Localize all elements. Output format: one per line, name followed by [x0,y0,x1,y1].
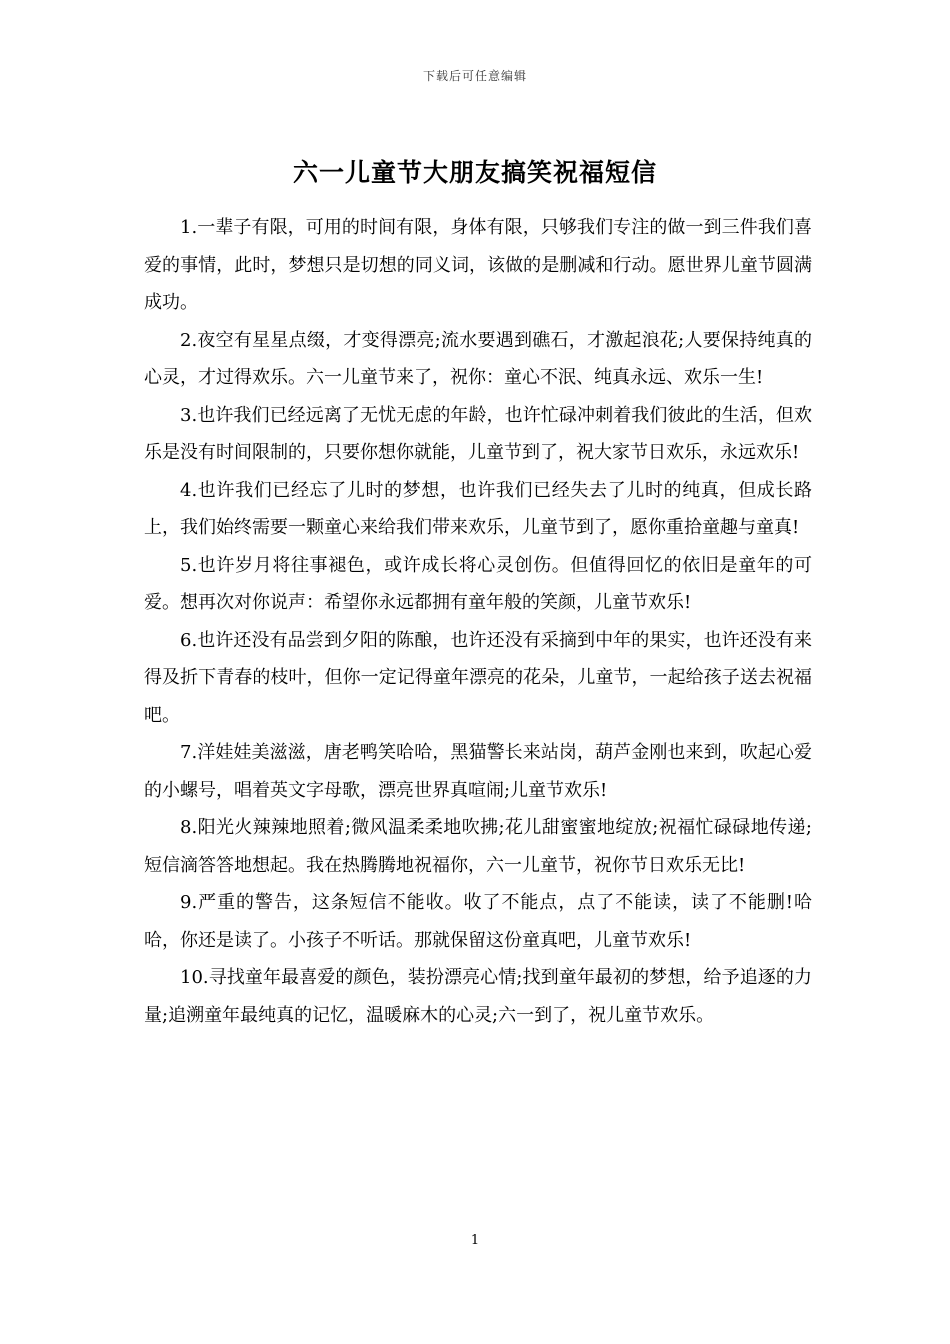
paragraph-2: 2.夜空有星星点缀，才变得漂亮;流水要遇到礁石，才激起浪花;人要保持纯真的心灵，才过得欢乐。六一儿童节来了，祝你：童心不泯、纯真永远、欢乐一生! [144,329,812,388]
paragraph-6: 6.也许还没有品尝到夕阳的陈酿，也许还没有采摘到中年的果实，也许还没有来得及折下青春的枝叶，但你一定记得童年漂亮的花朵，儿童节，一起给孩子送去祝福吧。 [144,629,812,726]
document-body [144,209,812,1034]
paragraph-9: 9.严重的警告，这条短信不能收。收了不能点，点了不能读，读了不能删!哈哈，你还是读了。小孩子不听话。那就保留这份童真吧，儿童节欢乐! [144,892,812,951]
paragraph-4: 4.也许我们已经忘了儿时的梦想，也许我们已经失去了儿时的纯真，但成长路上，我们始终需要一颗童心来给我们带来欢乐，儿童节到了，愿你重拾童趣与童真! [144,479,812,538]
paragraph-10: 10.寻找童年最喜爱的颜色，装扮漂亮心情;找到童年最初的梦想，给予追逐的力量;追溯童年最纯真的记忆，温暖麻木的心灵;六一到了，祝儿童节欢乐。 [144,967,812,1026]
paragraph-7: 7.洋娃娃美滋滋，唐老鸭笑哈哈，黑猫警长来站岗，葫芦金刚也来到，吹起心爱的小螺号，唱着英文字母歌，漂亮世界真喧闹;儿童节欢乐! [144,742,812,801]
header-note: 下载后可任意编辑 [422,69,527,83]
document-title: 六一儿童节大朋友搞笑祝福短信 [292,158,657,187]
page-number: 1 [470,1233,480,1248]
paragraph-3: 3.也许我们已经远离了无忧无虑的年龄，也许忙碌冲刺着我们彼此的生活，但欢乐是没有时间限制的，只要你想你就能，儿童节到了，祝大家节日欢乐，永远欢乐! [144,404,812,463]
paragraph-1: 1.一辈子有限，可用的时间有限，身体有限，只够我们专注的做一到三件我们喜爱的事情，此时，梦想只是切想的同义词，该做的是删减和行动。愿世界儿童节圆满成功。 [144,217,812,313]
paragraph-8: 8.阳光火辣辣地照着;微风温柔柔地吹拂;花儿甜蜜蜜地绽放;祝福忙碌碌地传递;短信滴答答地想起。我在热腾腾地祝福你，六一儿童节，祝你节日欢乐无比! [144,817,812,876]
paragraph-5: 5.也许岁月将往事褪色，或许成长将心灵创伤。但值得回忆的依旧是童年的可爱。想再次对你说声：希望你永远都拥有童年般的笑颜，儿童节欢乐! [144,554,812,613]
